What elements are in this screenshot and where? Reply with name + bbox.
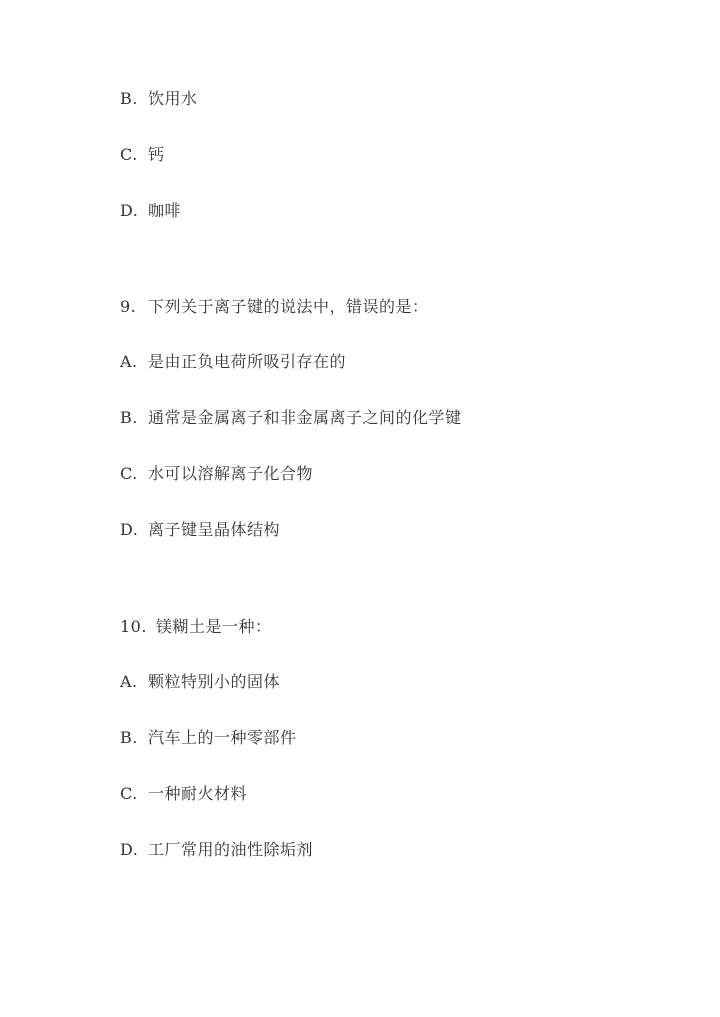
option-letter: C. (120, 145, 138, 164)
question-9-option-b (120, 406, 462, 430)
question-9-option-c (120, 462, 313, 486)
option-text: 汽车上的一种零部件 (148, 728, 297, 747)
option-text: 咖啡 (148, 201, 182, 220)
question-10-option-d (120, 838, 313, 862)
option-text: 钙 (148, 145, 165, 164)
option-letter: C. (120, 464, 138, 483)
option-d (120, 199, 181, 223)
question-9-option-d (120, 518, 280, 542)
question-10-option-b (120, 726, 297, 750)
option-letter: A. (120, 352, 138, 371)
option-text: 是由正负电荷所吸引存在的 (148, 352, 347, 371)
option-letter: C. (120, 784, 138, 803)
question-number: 10. (120, 617, 147, 636)
question-9-option-a (120, 350, 346, 374)
question-text: 镁糊土是一种： (156, 617, 272, 636)
option-letter: D. (120, 520, 139, 539)
option-c (120, 143, 165, 167)
option-letter: B. (120, 728, 138, 747)
option-text: 一种耐火材料 (148, 784, 248, 803)
question-text: 下列关于离子键的说法中，错误的是： (148, 297, 429, 316)
option-letter: B. (120, 89, 138, 108)
option-letter: A. (120, 672, 138, 691)
option-letter: D. (120, 840, 139, 859)
option-text: 工厂常用的油性除垢剂 (148, 840, 314, 859)
option-letter: D. (120, 201, 139, 220)
question-9-stem (120, 295, 429, 319)
option-text: 离子键呈晶体结构 (148, 520, 281, 539)
option-b (120, 87, 198, 111)
option-letter: B. (120, 408, 138, 427)
question-10-option-c (120, 782, 247, 806)
option-text: 颗粒特别小的固体 (148, 672, 281, 691)
option-text: 水可以溶解离子化合物 (148, 464, 314, 483)
question-number: 9. (120, 297, 137, 316)
option-text: 通常是金属离子和非金属离子之间的化学键 (148, 408, 462, 427)
option-text: 饮用水 (148, 89, 198, 108)
question-10-option-a (120, 670, 280, 694)
question-10-stem (120, 615, 272, 639)
